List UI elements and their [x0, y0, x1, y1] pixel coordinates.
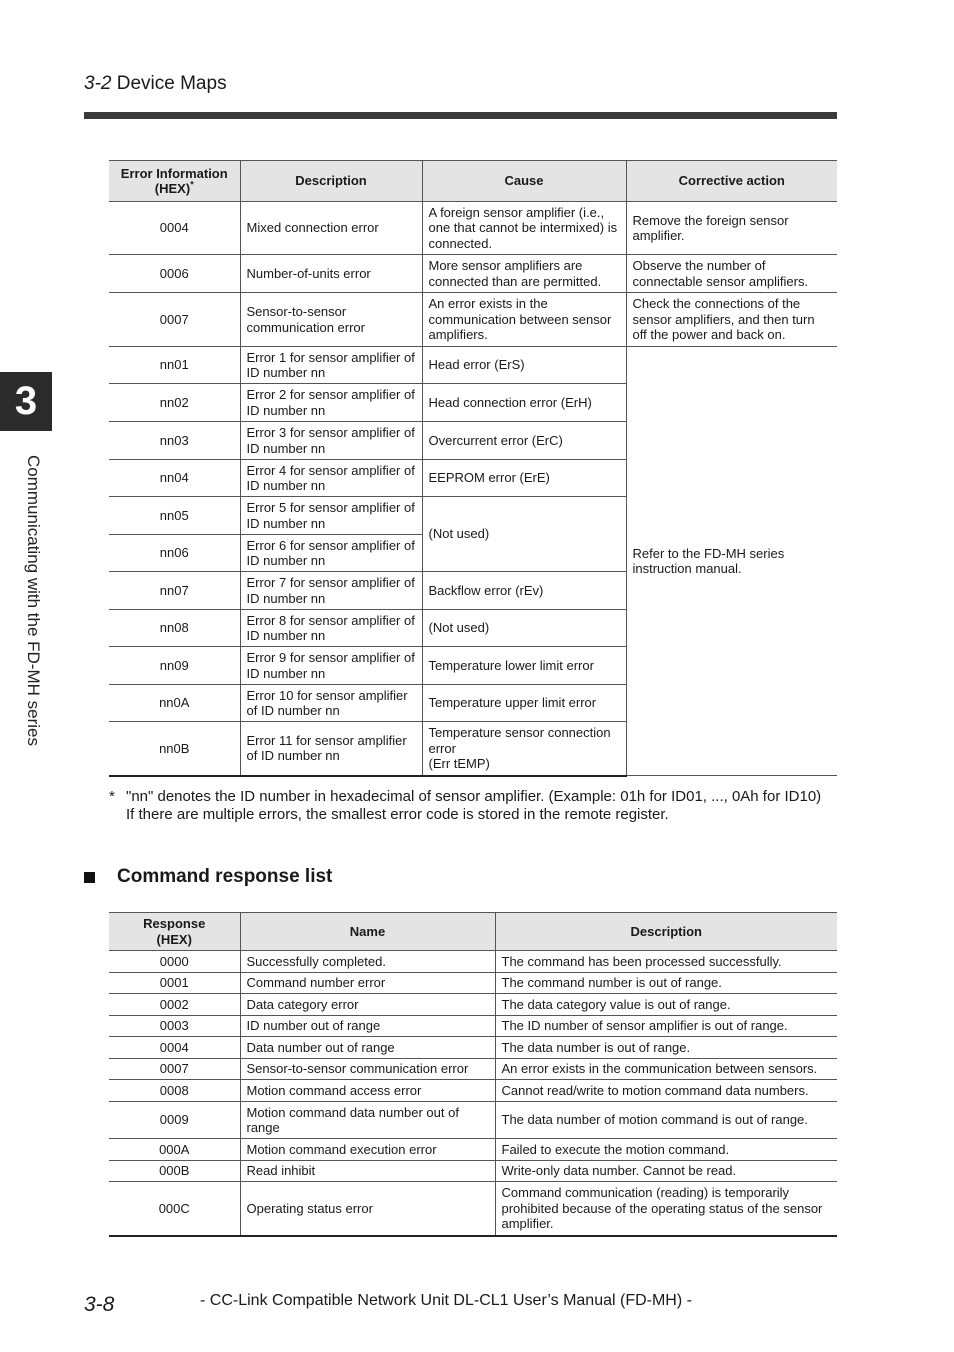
- response-name: Data number out of range: [240, 1037, 495, 1059]
- error-cause: Overcurrent error (ErC): [422, 422, 626, 460]
- response-description: The data number is out of range.: [495, 1037, 837, 1059]
- response-description: The command number is out of range.: [495, 973, 837, 994]
- response-description: The data category value is out of range.: [495, 994, 837, 1016]
- error-description: Error 4 for sensor amplifier of ID number nn: [240, 460, 422, 497]
- response-code: 000A: [109, 1139, 240, 1161]
- error-cause: More sensor amplifiers are connected than are permitted.: [422, 255, 626, 293]
- section-name: Device Maps: [111, 73, 227, 94]
- response-name: Motion command access error: [240, 1080, 495, 1102]
- table-row: [109, 1161, 837, 1182]
- header-error-information: Error Information (HEX)*: [109, 161, 240, 202]
- response-code: 0001: [109, 973, 240, 994]
- response-code: 0009: [109, 1102, 240, 1139]
- header-cause: Cause: [422, 161, 626, 202]
- table-row: [109, 994, 837, 1016]
- response-description: Command communication (reading) is temporarily prohibited because of the operating status of the sensor amplifier.: [495, 1182, 837, 1236]
- error-code: nn01: [109, 347, 240, 384]
- error-action: Check the connections of the sensor amplifiers, and then turn off the power and back on.: [626, 293, 837, 347]
- table-row: [109, 1080, 837, 1102]
- error-code: nn08: [109, 610, 240, 647]
- response-name: Successfully completed.: [240, 951, 495, 973]
- response-name: Sensor-to-sensor communication error: [240, 1059, 495, 1080]
- table-row: [109, 1139, 837, 1161]
- section-title: [84, 73, 227, 95]
- table-row: [109, 255, 837, 293]
- table-row: [109, 1016, 837, 1037]
- error-cause: EEPROM error (ErE): [422, 460, 626, 497]
- response-code: 0003: [109, 1016, 240, 1037]
- command-response-heading: [84, 866, 332, 888]
- error-code: nn0A: [109, 685, 240, 722]
- error-description: Sensor-to-sensor communication error: [240, 293, 422, 347]
- command-response-table: [109, 912, 837, 1237]
- error-description: Error 2 for sensor amplifier of ID number nn: [240, 384, 422, 422]
- response-name: Command number error: [240, 973, 495, 994]
- error-description: Error 8 for sensor amplifier of ID number nn: [240, 610, 422, 647]
- table-row: [109, 1102, 837, 1139]
- response-name: ID number out of range: [240, 1016, 495, 1037]
- response-code: 0004: [109, 1037, 240, 1059]
- footnote-marker: *: [190, 179, 194, 190]
- table-row: [109, 1182, 837, 1236]
- error-cause: Temperature lower limit error: [422, 647, 626, 685]
- footnote-line2: If there are multiple errors, the smallest error code is stored in the remote register.: [126, 806, 669, 823]
- response-name: Data category error: [240, 994, 495, 1016]
- error-code: nn0B: [109, 722, 240, 776]
- error-code: nn05: [109, 497, 240, 535]
- error-action: Remove the foreign sensor amplifier.: [626, 202, 837, 255]
- error-code: nn03: [109, 422, 240, 460]
- chapter-side-title: Communicating with the FD-MH series: [24, 455, 43, 746]
- manual-footer: - CC-Link Compatible Network Unit DL-CL1 User’s Manual (FD-MH) -: [200, 1292, 692, 1309]
- error-code: 0007: [109, 293, 240, 347]
- response-description: Cannot read/write to motion command data numbers.: [495, 1080, 837, 1102]
- header-description: Description: [495, 913, 837, 951]
- table-row: [109, 1037, 837, 1059]
- error-cause: Head error (ErS): [422, 347, 626, 384]
- response-description: The data number of motion command is out of range.: [495, 1102, 837, 1139]
- section-number: 3-2: [84, 73, 112, 94]
- error-description: Error 7 for sensor amplifier of ID number nn: [240, 572, 422, 610]
- table-header-row: [109, 161, 837, 202]
- error-code: nn06: [109, 535, 240, 572]
- error-action: Observe the number of connectable sensor amplifiers.: [626, 255, 837, 293]
- response-description: The command has been processed successfully.: [495, 951, 837, 973]
- response-description: An error exists in the communication between sensors.: [495, 1059, 837, 1080]
- chapter-tab: 3: [0, 372, 52, 431]
- response-code: 000B: [109, 1161, 240, 1182]
- error-cause: (Not used): [422, 610, 626, 647]
- page-number: 3-8: [84, 1293, 115, 1316]
- response-code: 000C: [109, 1182, 240, 1236]
- error-description: Error 9 for sensor amplifier of ID number nn: [240, 647, 422, 685]
- footnote: [109, 788, 839, 824]
- header-corrective-action: Corrective action: [626, 161, 837, 202]
- error-description: Error 11 for sensor amplifier of ID number nn: [240, 722, 422, 776]
- header-response: Response (HEX): [109, 913, 240, 951]
- response-code: 0002: [109, 994, 240, 1016]
- command-response-title: Command response list: [117, 866, 333, 887]
- error-description: Error 10 for sensor amplifier of ID number nn: [240, 685, 422, 722]
- response-code: 0008: [109, 1080, 240, 1102]
- error-description: Error 1 for sensor amplifier of ID number nn: [240, 347, 422, 384]
- header-name: Name: [240, 913, 495, 951]
- error-description: Mixed connection error: [240, 202, 422, 255]
- response-code: 0007: [109, 1059, 240, 1080]
- error-code: nn09: [109, 647, 240, 685]
- response-name: Motion command data number out of range: [240, 1102, 495, 1139]
- footnote-star: *: [109, 788, 115, 805]
- table-row: [109, 347, 837, 384]
- table-row: [109, 973, 837, 994]
- response-name: Motion command execution error: [240, 1139, 495, 1161]
- footnote-line1: "nn" denotes the ID number in hexadecimal of sensor amplifier. (Example: 01h for ID01, ..., 0Ah for ID10): [126, 788, 822, 805]
- error-code: nn07: [109, 572, 240, 610]
- error-information-table: [109, 160, 837, 777]
- error-description: Number-of-units error: [240, 255, 422, 293]
- error-cause: Temperature sensor connection error (Err tEMP): [422, 722, 626, 776]
- table-row: [109, 293, 837, 347]
- table-row: [109, 1059, 837, 1080]
- shared-corrective-action: Refer to the FD-MH series instruction manual.: [626, 347, 837, 776]
- error-description: Error 5 for sensor amplifier of ID number nn: [240, 497, 422, 535]
- response-code: 0000: [109, 951, 240, 973]
- error-description: Error 3 for sensor amplifier of ID number nn: [240, 422, 422, 460]
- header-description: Description: [240, 161, 422, 202]
- response-name: Read inhibit: [240, 1161, 495, 1182]
- error-cause: An error exists in the communication between sensor amplifiers.: [422, 293, 626, 347]
- error-cause: Head connection error (ErH): [422, 384, 626, 422]
- response-description: The ID number of sensor amplifier is out of range.: [495, 1016, 837, 1037]
- error-cause: Temperature upper limit error: [422, 685, 626, 722]
- response-description: Failed to execute the motion command.: [495, 1139, 837, 1161]
- error-description: Error 6 for sensor amplifier of ID number nn: [240, 535, 422, 572]
- square-bullet-icon: [84, 872, 95, 883]
- error-code: nn02: [109, 384, 240, 422]
- header-rule: [84, 112, 837, 119]
- response-description: Write-only data number. Cannot be read.: [495, 1161, 837, 1182]
- table-row: [109, 202, 837, 255]
- error-code: 0004: [109, 202, 240, 255]
- error-cause: (Not used): [422, 497, 626, 572]
- error-cause: A foreign sensor amplifier (i.e., one that cannot be intermixed) is connected.: [422, 202, 626, 255]
- table-header-row: [109, 913, 837, 951]
- error-code: nn04: [109, 460, 240, 497]
- response-name: Operating status error: [240, 1182, 495, 1236]
- error-code: 0006: [109, 255, 240, 293]
- error-cause: Backflow error (rEv): [422, 572, 626, 610]
- table-row: [109, 951, 837, 973]
